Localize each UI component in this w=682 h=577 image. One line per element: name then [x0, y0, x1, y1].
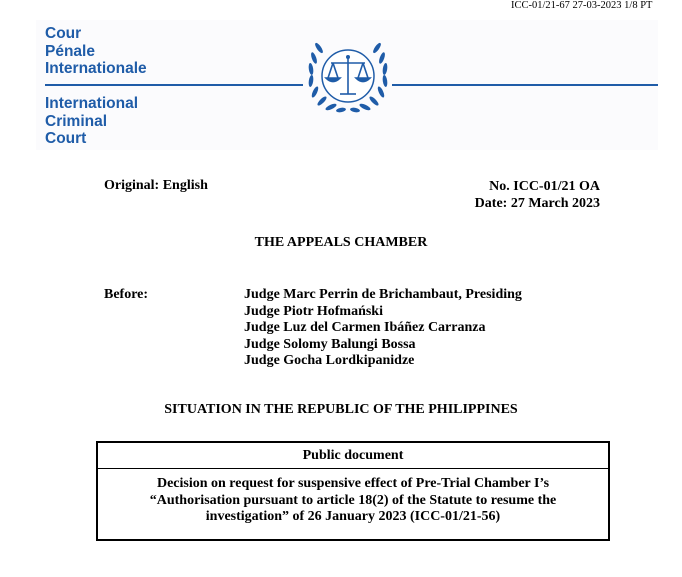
- decision-title: [128, 476, 578, 526]
- situation-title: SITUATION IN THE REPUBLIC OF THE PHILIPPINES: [164, 402, 518, 417]
- document-date: Date: 27 March 2023: [474, 196, 600, 211]
- letterhead-rule-right: [392, 84, 658, 86]
- judge-entry: Judge Luz del Carmen Ibáñez Carranza: [244, 320, 486, 335]
- document-box-divider: [98, 468, 608, 469]
- before-label: Before:: [104, 287, 149, 302]
- judge-entry: Judge Piotr Hofmański: [244, 303, 383, 319]
- court-name-line: Internationale: [45, 60, 147, 77]
- judge-entry: Judge Marc Perrin de Brichambaut, Presiding: [244, 287, 522, 302]
- document-stamp: ICC-01/21-67 27-03-2023 1/8 PT: [511, 0, 653, 11]
- court-name-french: [45, 25, 147, 78]
- judge-entry: Judge Gocha Lordkipanidze: [244, 353, 415, 368]
- case-info: [475, 178, 600, 212]
- document-box: [96, 441, 610, 541]
- case-number: No. ICC-01/21 OA: [489, 179, 600, 194]
- court-name-line: Court: [45, 130, 87, 147]
- letterhead-rule-left: [45, 84, 303, 86]
- court-name-line: International: [45, 95, 139, 112]
- scales-of-justice-laurel-icon: [305, 38, 391, 114]
- original-language: Original: English: [104, 178, 208, 193]
- decision-title-line: “Authorisation pursuant to article 18(2) of the Statute to resume the: [149, 492, 557, 508]
- document-classification: Public document: [302, 448, 404, 463]
- chamber-title: THE APPEALS CHAMBER: [254, 235, 428, 250]
- court-name-english: [45, 95, 138, 148]
- judges-list: [244, 287, 522, 370]
- decision-title-line: investigation” of 26 January 2023 (ICC-01/21-56): [205, 509, 501, 524]
- court-name-line: Pénale: [45, 42, 95, 60]
- court-name-line: Cour: [45, 25, 82, 42]
- court-name-line: Criminal: [45, 112, 108, 130]
- decision-title-line: Decision on request for suspensive effect of Pre-Trial Chamber I’s: [156, 476, 550, 491]
- judge-entry: Judge Solomy Balungi Bossa: [244, 336, 416, 352]
